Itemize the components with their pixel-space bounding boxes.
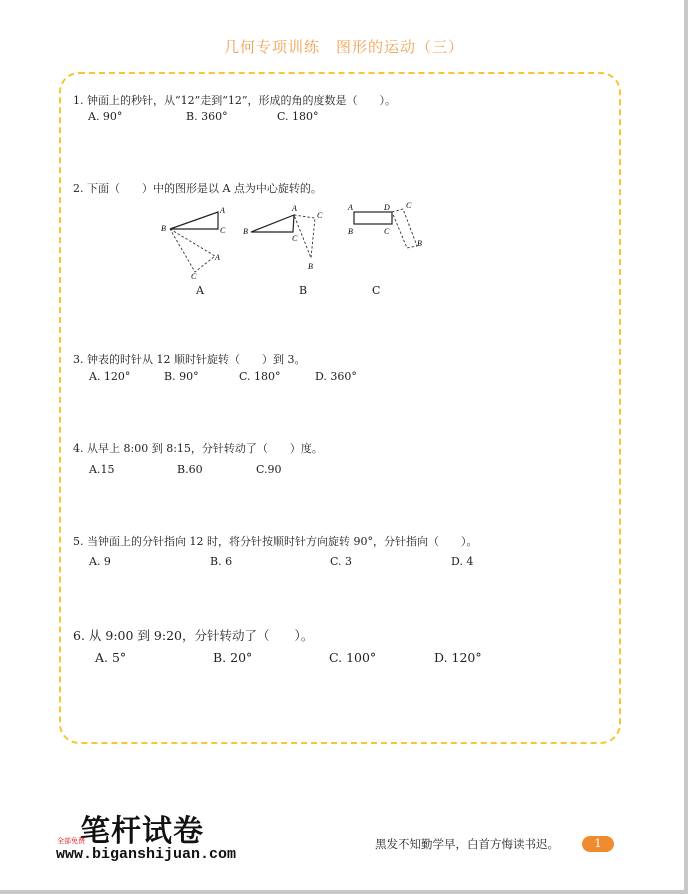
option-b[interactable]: B. 360° bbox=[186, 110, 228, 123]
svg-text:A: A bbox=[215, 253, 220, 262]
option-c[interactable]: C. 3 bbox=[330, 555, 353, 568]
question-number: 1. bbox=[73, 94, 84, 107]
question-text: 钟表的时针从 12 顺时针旋转（ ）到 3。 bbox=[87, 353, 306, 366]
figure-label-c[interactable]: C bbox=[372, 284, 381, 297]
option-a[interactable]: A. 5° bbox=[95, 650, 127, 665]
svg-text:C: C bbox=[406, 201, 412, 210]
figure-label-b[interactable]: B bbox=[299, 284, 308, 297]
figure-label-a[interactable]: A bbox=[196, 284, 204, 297]
question-text: 钟面上的秒针，从“12”走到“12”，形成的角的度数是（ ）。 bbox=[87, 94, 396, 107]
option-a[interactable]: A. 9 bbox=[89, 555, 111, 568]
option-b[interactable]: B. 20° bbox=[213, 650, 253, 665]
option-a[interactable]: A. 90° bbox=[88, 110, 123, 123]
question-text: 从 9:00 到 9:20，分针转动了（ ）。 bbox=[88, 628, 314, 643]
option-a[interactable]: A.15 bbox=[89, 463, 115, 476]
svg-text:B: B bbox=[243, 227, 248, 236]
svg-text:A: A bbox=[220, 206, 225, 215]
question-6 bbox=[73, 626, 313, 644]
svg-text:C: C bbox=[384, 227, 390, 236]
brand-logo: 笔杆试卷 bbox=[80, 814, 204, 849]
option-c[interactable]: C.90 bbox=[256, 463, 282, 476]
option-b[interactable]: B. 6 bbox=[210, 555, 233, 568]
option-c[interactable]: C. 180° bbox=[239, 370, 281, 383]
question-1 bbox=[73, 92, 396, 108]
question-text: 当钟面上的分针指向 12 时，将分针按顺时针方向旋转 90°，分针指向（ ）。 bbox=[87, 535, 478, 548]
svg-text:A: A bbox=[292, 204, 297, 213]
question-number: 2. bbox=[73, 182, 84, 195]
question-5 bbox=[73, 533, 477, 549]
svg-text:C: C bbox=[292, 234, 298, 243]
option-d[interactable]: D. 360° bbox=[315, 370, 357, 383]
option-b[interactable]: B. 90° bbox=[164, 370, 199, 383]
option-c[interactable]: C. 180° bbox=[277, 110, 319, 123]
svg-text:D: D bbox=[384, 203, 390, 212]
svg-text:B: B bbox=[308, 262, 313, 271]
option-a[interactable]: A. 120° bbox=[89, 370, 131, 383]
option-c[interactable]: C. 100° bbox=[329, 650, 377, 665]
option-d[interactable]: D. 4 bbox=[451, 555, 474, 568]
option-d[interactable]: D. 120° bbox=[434, 650, 482, 665]
svg-text:C: C bbox=[191, 272, 197, 281]
page-number-badge: 1 bbox=[582, 836, 614, 852]
question-4 bbox=[73, 440, 323, 456]
svg-text:B: B bbox=[417, 239, 422, 248]
option-b[interactable]: B.60 bbox=[177, 463, 203, 476]
question-number: 5. bbox=[73, 535, 84, 548]
question-text: 下面（ ）中的图形是以 A 点为中心旋转的。 bbox=[87, 182, 322, 195]
svg-text:B: B bbox=[161, 224, 166, 233]
question-number: 4. bbox=[73, 442, 84, 455]
svg-text:C: C bbox=[317, 211, 323, 220]
svg-text:C: C bbox=[220, 226, 226, 235]
question-number: 6. bbox=[73, 628, 85, 643]
svg-text:B: B bbox=[348, 227, 353, 236]
svg-text:A: A bbox=[348, 203, 353, 212]
question-number: 3. bbox=[73, 353, 84, 366]
footer-motto: 黑发不知勤学早，白首方悔读书迟。 bbox=[375, 837, 559, 851]
brand-tag: 全部免费 bbox=[57, 837, 85, 845]
question-text: 从早上 8:00 到 8:15，分针转动了（ ）度。 bbox=[87, 442, 323, 455]
page-title: 几何专项训练 图形的运动（三） bbox=[223, 38, 464, 56]
question-2 bbox=[73, 180, 322, 196]
brand-url[interactable]: www.biganshijuan.com bbox=[56, 846, 237, 863]
question-3 bbox=[73, 351, 305, 367]
